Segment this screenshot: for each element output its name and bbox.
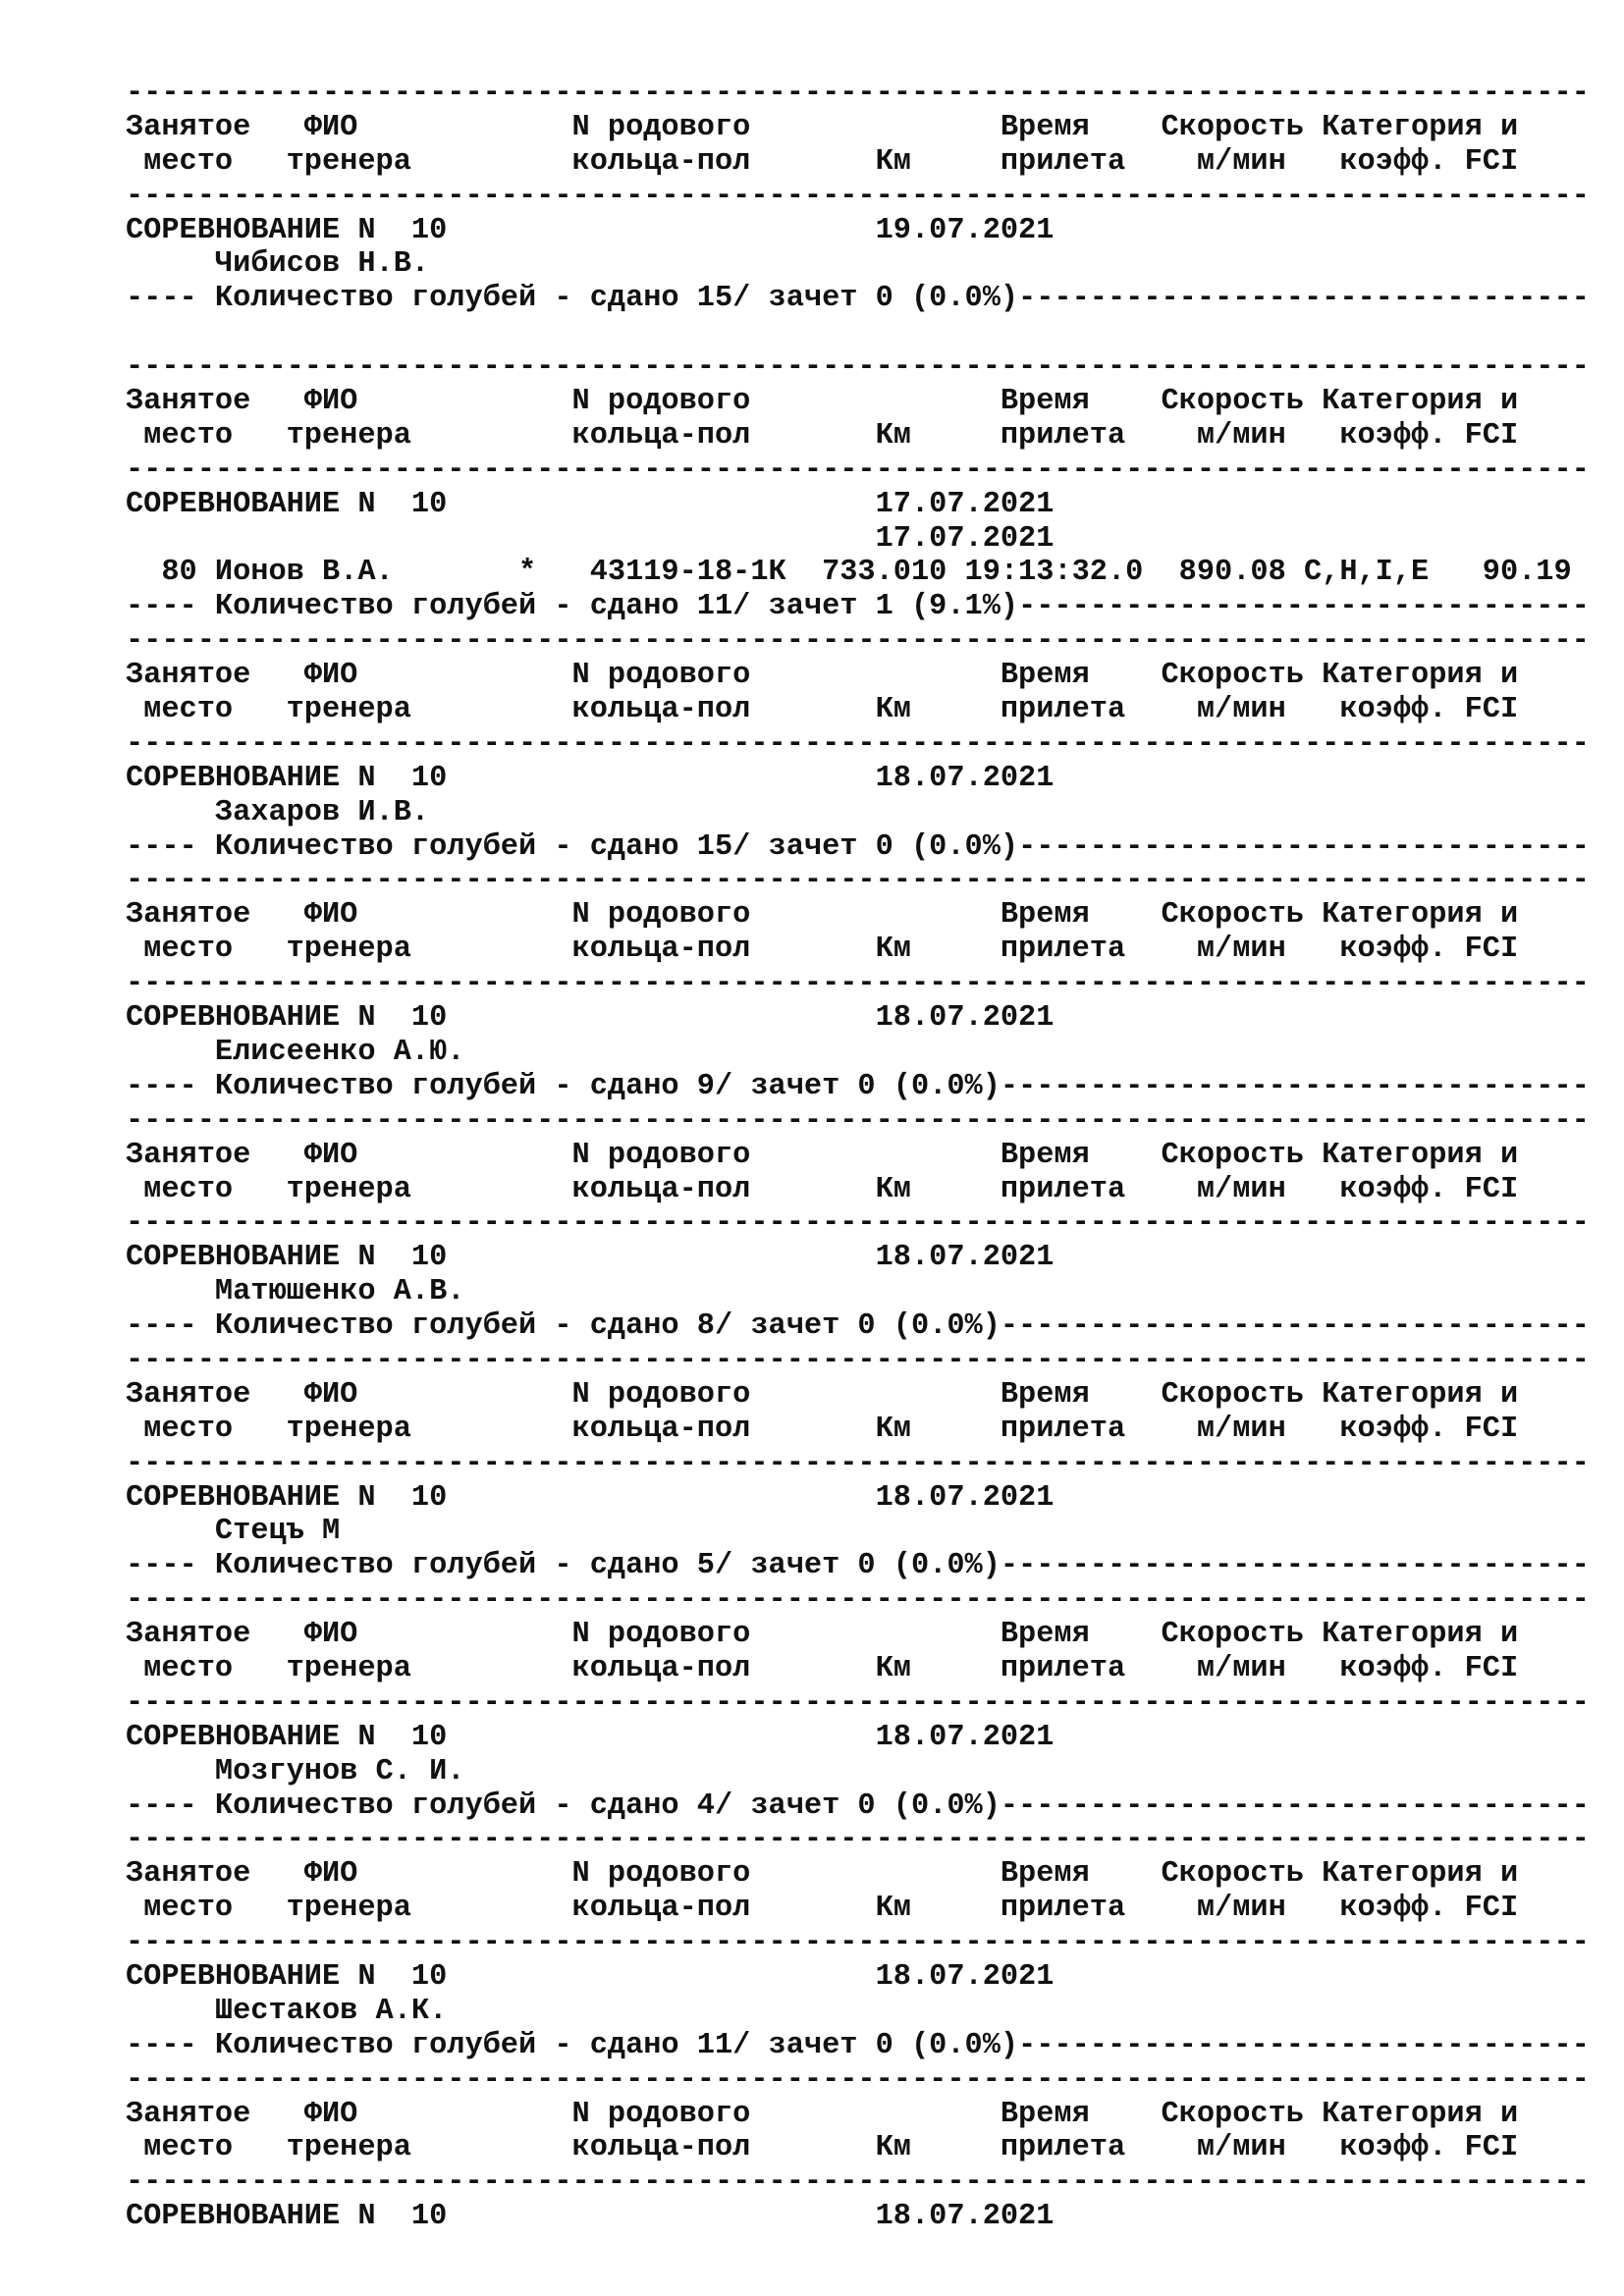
table-header-row-2: место тренера кольца-пол Км прилета м/мин коэфф. FCI <box>126 418 1519 453</box>
competition-line: СОРЕВНОВАНИЕ N 10 18.07.2021 <box>126 1001 1055 1036</box>
divider-line: ---------------------------------------------------------------------------------- <box>126 179 1590 213</box>
divider-line: ---------------------------------------------------------------------------------- <box>126 1685 1590 1720</box>
competition-line: СОРЕВНОВАНИЕ N 10 18.07.2021 <box>126 2200 1055 2234</box>
table-header-row-1: Занятое ФИО N родового Время Скорость Категория и <box>126 1377 1519 1412</box>
table-header-row-1: Занятое ФИО N родового Время Скорость Категория и <box>126 1138 1519 1172</box>
result-line: Стецъ М <box>126 1515 341 1549</box>
summary-line: ---- Количество голубей - сдано 11/ зачет 1 (9.1%)-------------------------------- <box>126 590 1590 624</box>
result-line: 80 Ионов В.А. * 43119-18-1К 733.010 19:13:32.0 890.08 C,H,I,E 90.19 <box>126 556 1572 590</box>
summary-line: ---- Количество голубей - сдано 11/ зачет 0 (0.0%)-------------------------------- <box>126 2028 1590 2062</box>
divider-line: ---------------------------------------------------------------------------------- <box>126 726 1590 761</box>
summary-line: ---- Количество голубей - сдано 15/ зачет 0 (0.0%)-------------------------------- <box>126 829 1590 864</box>
divider-line: ---------------------------------------------------------------------------------- <box>126 1343 1590 1377</box>
divider-line: ---------------------------------------------------------------------------------- <box>126 77 1590 110</box>
competition-line: СОРЕВНОВАНИЕ N 10 18.07.2021 <box>126 1480 1055 1515</box>
result-line: Матюшенко А.В. <box>126 1275 465 1309</box>
summary-line: ---- Количество голубей - сдано 8/ зачет 0 (0.0%)--------------------------------- <box>126 1309 1590 1344</box>
table-header-row-1: Занятое ФИО N родового Время Скорость Категория и <box>126 659 1519 693</box>
divider-line: ---------------------------------------------------------------------------------- <box>126 1583 1590 1618</box>
summary-line: ---- Количество голубей - сдано 15/ зачет 0 (0.0%)-------------------------------- <box>126 282 1590 316</box>
divider-line: ---------------------------------------------------------------------------------- <box>126 864 1590 898</box>
divider-line: ---------------------------------------------------------------------------------- <box>126 1823 1590 1857</box>
result-line: Елисеенко А.Ю. <box>126 1035 465 1069</box>
result-line: Чибисов Н.В. <box>126 247 430 282</box>
result-line: Захаров И.В. <box>126 795 430 829</box>
table-header-row-2: место тренера кольца-пол Км прилета м/мин коэфф. FCI <box>126 1892 1519 1926</box>
summary-line: ---- Количество голубей - сдано 9/ зачет 0 (0.0%)--------------------------------- <box>126 1069 1590 1103</box>
table-header-row-2: место тренера кольца-пол Км прилета м/мин коэфф. FCI <box>126 2131 1519 2165</box>
table-header-row-1: Занятое ФИО N родового Время Скорость Категория и <box>126 385 1519 419</box>
competition-line: СОРЕВНОВАНИЕ N 10 18.07.2021 <box>126 1959 1055 1994</box>
table-header-row-2: место тренера кольца-пол Км прилета м/мин коэфф. FCI <box>126 144 1519 179</box>
divider-line: ---------------------------------------------------------------------------------- <box>126 624 1590 659</box>
table-header-row-2: место тренера кольца-пол Км прилета м/мин коэфф. FCI <box>126 693 1519 727</box>
competition-line: СОРЕВНОВАНИЕ N 10 18.07.2021 <box>126 1241 1055 1275</box>
result-line: 17.07.2021 <box>126 521 1055 556</box>
table-header-row-2: место тренера кольца-пол Км прилета м/мин коэфф. FCI <box>126 1412 1519 1446</box>
competition-line: СОРЕВНОВАНИЕ N 10 19.07.2021 <box>126 213 1055 247</box>
spacer <box>126 316 1590 350</box>
competition-line: СОРЕВНОВАНИЕ N 10 18.07.2021 <box>126 1720 1055 1754</box>
table-header-row-1: Занятое ФИО N родового Время Скорость Категория и <box>126 1857 1519 1892</box>
table-header-row-1: Занятое ФИО N родового Время Скорость Категория и <box>126 898 1519 933</box>
results-report <box>126 77 1590 2234</box>
divider-line: ---------------------------------------------------------------------------------- <box>126 2062 1590 2097</box>
result-line: Шестаков А.К. <box>126 1994 448 2028</box>
divider-line: ---------------------------------------------------------------------------------- <box>126 1446 1590 1480</box>
table-header-row-1: Занятое ФИО N родового Время Скорость Категория и <box>126 2097 1519 2131</box>
divider-line: ---------------------------------------------------------------------------------- <box>126 350 1590 385</box>
summary-line: ---- Количество голубей - сдано 5/ зачет 0 (0.0%)--------------------------------- <box>126 1549 1590 1583</box>
divider-line: ---------------------------------------------------------------------------------- <box>126 967 1590 1001</box>
divider-line: ---------------------------------------------------------------------------------- <box>126 1206 1590 1241</box>
table-header-row-2: место тренера кольца-пол Км прилета м/мин коэфф. FCI <box>126 933 1519 967</box>
divider-line: ---------------------------------------------------------------------------------- <box>126 1926 1590 1960</box>
competition-line: СОРЕВНОВАНИЕ N 10 18.07.2021 <box>126 761 1055 795</box>
summary-line: ---- Количество голубей - сдано 4/ зачет 0 (0.0%)--------------------------------- <box>126 1789 1590 1823</box>
result-line: Мозгунов С. И. <box>126 1754 465 1789</box>
divider-line: ---------------------------------------------------------------------------------- <box>126 453 1590 487</box>
table-header-row-1: Занятое ФИО N родового Время Скорость Категория и <box>126 1618 1519 1652</box>
table-header-row-2: место тренера кольца-пол Км прилета м/мин коэфф. FCI <box>126 1651 1519 1685</box>
table-header-row-2: место тренера кольца-пол Км прилета м/мин коэфф. FCI <box>126 1172 1519 1206</box>
divider-line: ---------------------------------------------------------------------------------- <box>126 1103 1590 1138</box>
divider-line: ---------------------------------------------------------------------------------- <box>126 2165 1590 2200</box>
competition-line: СОРЕВНОВАНИЕ N 10 17.07.2021 <box>126 487 1055 521</box>
table-header-row-1: Занятое ФИО N родового Время Скорость Категория и <box>126 110 1519 144</box>
